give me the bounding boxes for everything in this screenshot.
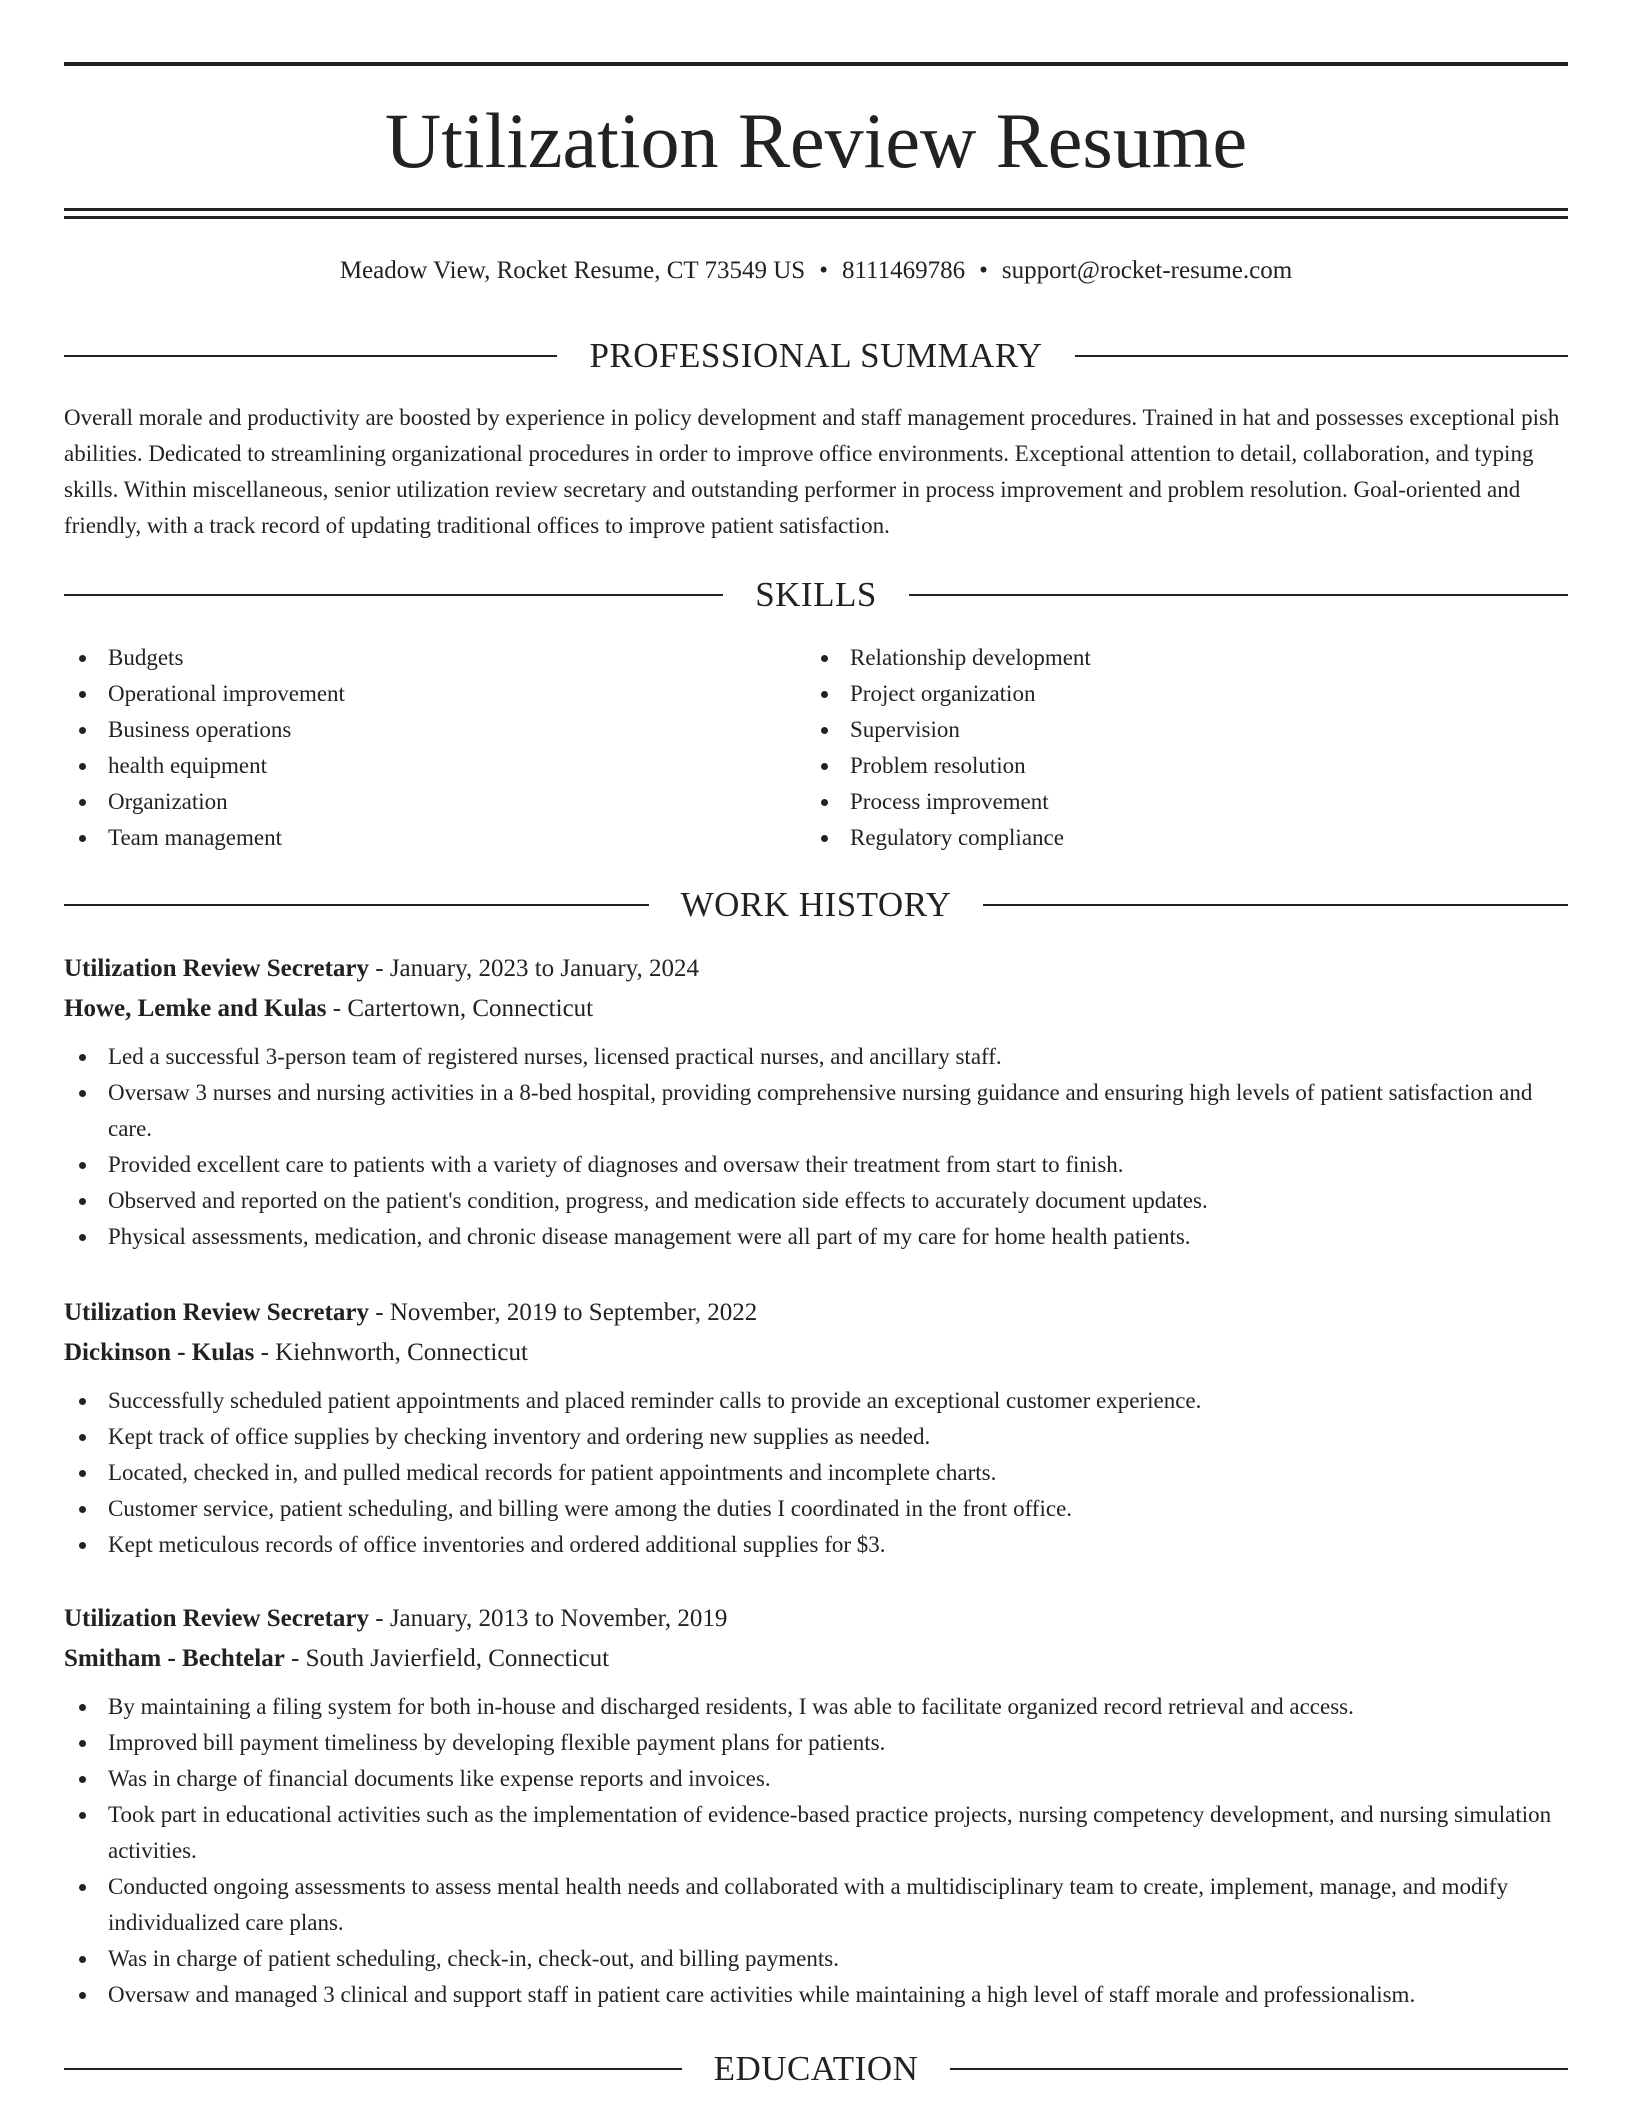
- job-bullet: Was in charge of patient scheduling, check-in, check-out, and billing payments.: [64, 1941, 1568, 1977]
- header-double-rule-upper: [64, 208, 1568, 211]
- job-bullet: Provided excellent care to patients with a variety of diagnoses and oversaw their treatment from start to finish.: [64, 1147, 1568, 1183]
- contact-address: Meadow View, Rocket Resume, CT 73549 US: [339, 257, 806, 284]
- section-rule-left: [64, 594, 723, 596]
- section-title-summary: PROFESSIONAL SUMMARY: [589, 336, 1043, 375]
- skill-item: Budgets: [64, 640, 764, 676]
- skill-item: health equipment: [64, 748, 764, 784]
- job-bullet: Conducted ongoing assessments to assess mental health needs and collaborated with a multidisciplinary team to create, implement, manage, and modify individualized care plans.: [64, 1869, 1568, 1941]
- job-bullet: Kept meticulous records of office inventories and ordered additional supplies for $3.: [64, 1527, 1568, 1563]
- job-bullet: Led a successful 3-person team of registered nurses, licensed practical nurses, and ancillary staff.: [64, 1039, 1568, 1075]
- section-rule-right: [909, 594, 1568, 596]
- job-bullet: Oversaw and managed 3 clinical and support staff in patient care activities while maintaining a high level of staff morale and professionalism.: [64, 1977, 1568, 2013]
- professional-summary-text: Overall morale and productivity are boosted by experience in policy development and staff management procedures. Trained in hat and possesses exceptional pish abilities. Dedicated to streamlining organizational procedures in order to improve office environments. Exceptional attention to detail, collaboration, and typing skills. Within miscellaneous, senior utilization review secretary and outstanding performer in process improvement and problem resolution. Goal-oriented and friendly, with a track record of updating traditional offices to improve patient satisfaction.: [64, 405, 1560, 538]
- section-header-work-history: [64, 883, 1568, 927]
- job-entry: [64, 1601, 1568, 2013]
- job-bullet: Was in charge of financial documents like expense reports and invoices.: [64, 1761, 1568, 1797]
- job-bullet: Improved bill payment timeliness by developing flexible payment plans for patients.: [64, 1725, 1568, 1761]
- job-bullets: [64, 1383, 1568, 1563]
- header-double-rule-lower: [64, 216, 1568, 219]
- job-bullet: Observed and reported on the patient's condition, progress, and medication side effects to accurately document updates.: [64, 1183, 1568, 1219]
- job-company-line: [64, 1335, 1568, 1371]
- job-bullet: Kept track of office supplies by checking inventory and ordering new supplies as needed.: [64, 1419, 1568, 1455]
- job-entry: [64, 1295, 1568, 1563]
- section-title-work-history: WORK HISTORY: [680, 885, 952, 924]
- job-dates: - January, 2023 to January, 2024: [369, 955, 700, 982]
- skill-item: Organization: [64, 784, 764, 820]
- section-rule-right: [983, 904, 1568, 906]
- section-rule-right: [1075, 355, 1568, 357]
- contact-phone: 8111469786: [841, 257, 966, 284]
- job-bullet: Physical assessments, medication, and chronic disease management were all part of my care for home health patients.: [64, 1219, 1568, 1255]
- section-rule-left: [64, 355, 557, 357]
- section-title-skills: SKILLS: [755, 575, 877, 614]
- header-top-rule: [64, 62, 1568, 66]
- job-title-line: [64, 1601, 1568, 1637]
- contact-line: [64, 254, 1568, 288]
- job-title: Utilization Review Secretary: [64, 1605, 369, 1632]
- contact-email: support@rocket-resume.com: [1001, 257, 1293, 284]
- job-title-line: [64, 951, 1568, 987]
- job-title: Utilization Review Secretary: [64, 955, 369, 982]
- section-header-education: [64, 2047, 1568, 2091]
- skill-item: Team management: [64, 820, 764, 856]
- job-bullet: Successfully scheduled patient appointments and placed reminder calls to provide an exceptional customer experience.: [64, 1383, 1568, 1419]
- section-rule-left: [64, 2068, 682, 2070]
- contact-separator: •: [819, 257, 828, 284]
- job-bullet: Customer service, patient scheduling, and billing were among the duties I coordinated in the front office.: [64, 1491, 1568, 1527]
- skill-item: Process improvement: [806, 784, 1506, 820]
- job-company: Howe, Lemke and Kulas: [64, 995, 327, 1022]
- job-dates: - January, 2013 to November, 2019: [369, 1605, 728, 1632]
- section-rule-right: [950, 2068, 1568, 2070]
- skill-item: Supervision: [806, 712, 1506, 748]
- job-entry: [64, 951, 1568, 1255]
- section-rule-left: [64, 904, 649, 906]
- skills-list-right: [806, 640, 1506, 856]
- job-company-line: [64, 1641, 1568, 1677]
- skill-item: Project organization: [806, 676, 1506, 712]
- resume-title: Utilization Review Resume: [384, 97, 1248, 184]
- section-header-summary: [64, 334, 1568, 378]
- skill-item: Business operations: [64, 712, 764, 748]
- job-company: Dickinson - Kulas: [64, 1339, 255, 1366]
- job-company: Smitham - Bechtelar: [64, 1645, 285, 1672]
- section-title-education: EDUCATION: [713, 2049, 919, 2088]
- job-bullet: By maintaining a filing system for both in-house and discharged residents, I was able to facilitate organized record retrieval and access.: [64, 1689, 1568, 1725]
- job-bullet: Located, checked in, and pulled medical records for patient appointments and incomplete charts.: [64, 1455, 1568, 1491]
- job-location: - Kiehnworth, Connecticut: [254, 1339, 528, 1366]
- job-bullet: Took part in educational activities such as the implementation of evidence-based practice projects, nursing competency development, and nursing simulation activities.: [64, 1797, 1568, 1869]
- job-bullet: Oversaw 3 nurses and nursing activities in a 8-bed hospital, providing comprehensive nursing guidance and ensuring high levels of patient satisfaction and care.: [64, 1075, 1568, 1147]
- skill-item: Relationship development: [806, 640, 1506, 676]
- section-header-skills: [64, 573, 1568, 617]
- job-location: - South Javierfield, Connecticut: [284, 1645, 610, 1672]
- job-dates: - November, 2019 to September, 2022: [369, 1299, 758, 1326]
- skills-list-left: [64, 640, 764, 856]
- skill-item: Problem resolution: [806, 748, 1506, 784]
- skill-item: Regulatory compliance: [806, 820, 1506, 856]
- job-bullets: [64, 1689, 1568, 2013]
- job-company-line: [64, 991, 1568, 1027]
- contact-separator: •: [979, 257, 988, 284]
- job-title: Utilization Review Secretary: [64, 1299, 369, 1326]
- job-location: - Cartertown, Connecticut: [326, 995, 594, 1022]
- job-bullets: [64, 1039, 1568, 1255]
- job-title-line: [64, 1295, 1568, 1331]
- skill-item: Operational improvement: [64, 676, 764, 712]
